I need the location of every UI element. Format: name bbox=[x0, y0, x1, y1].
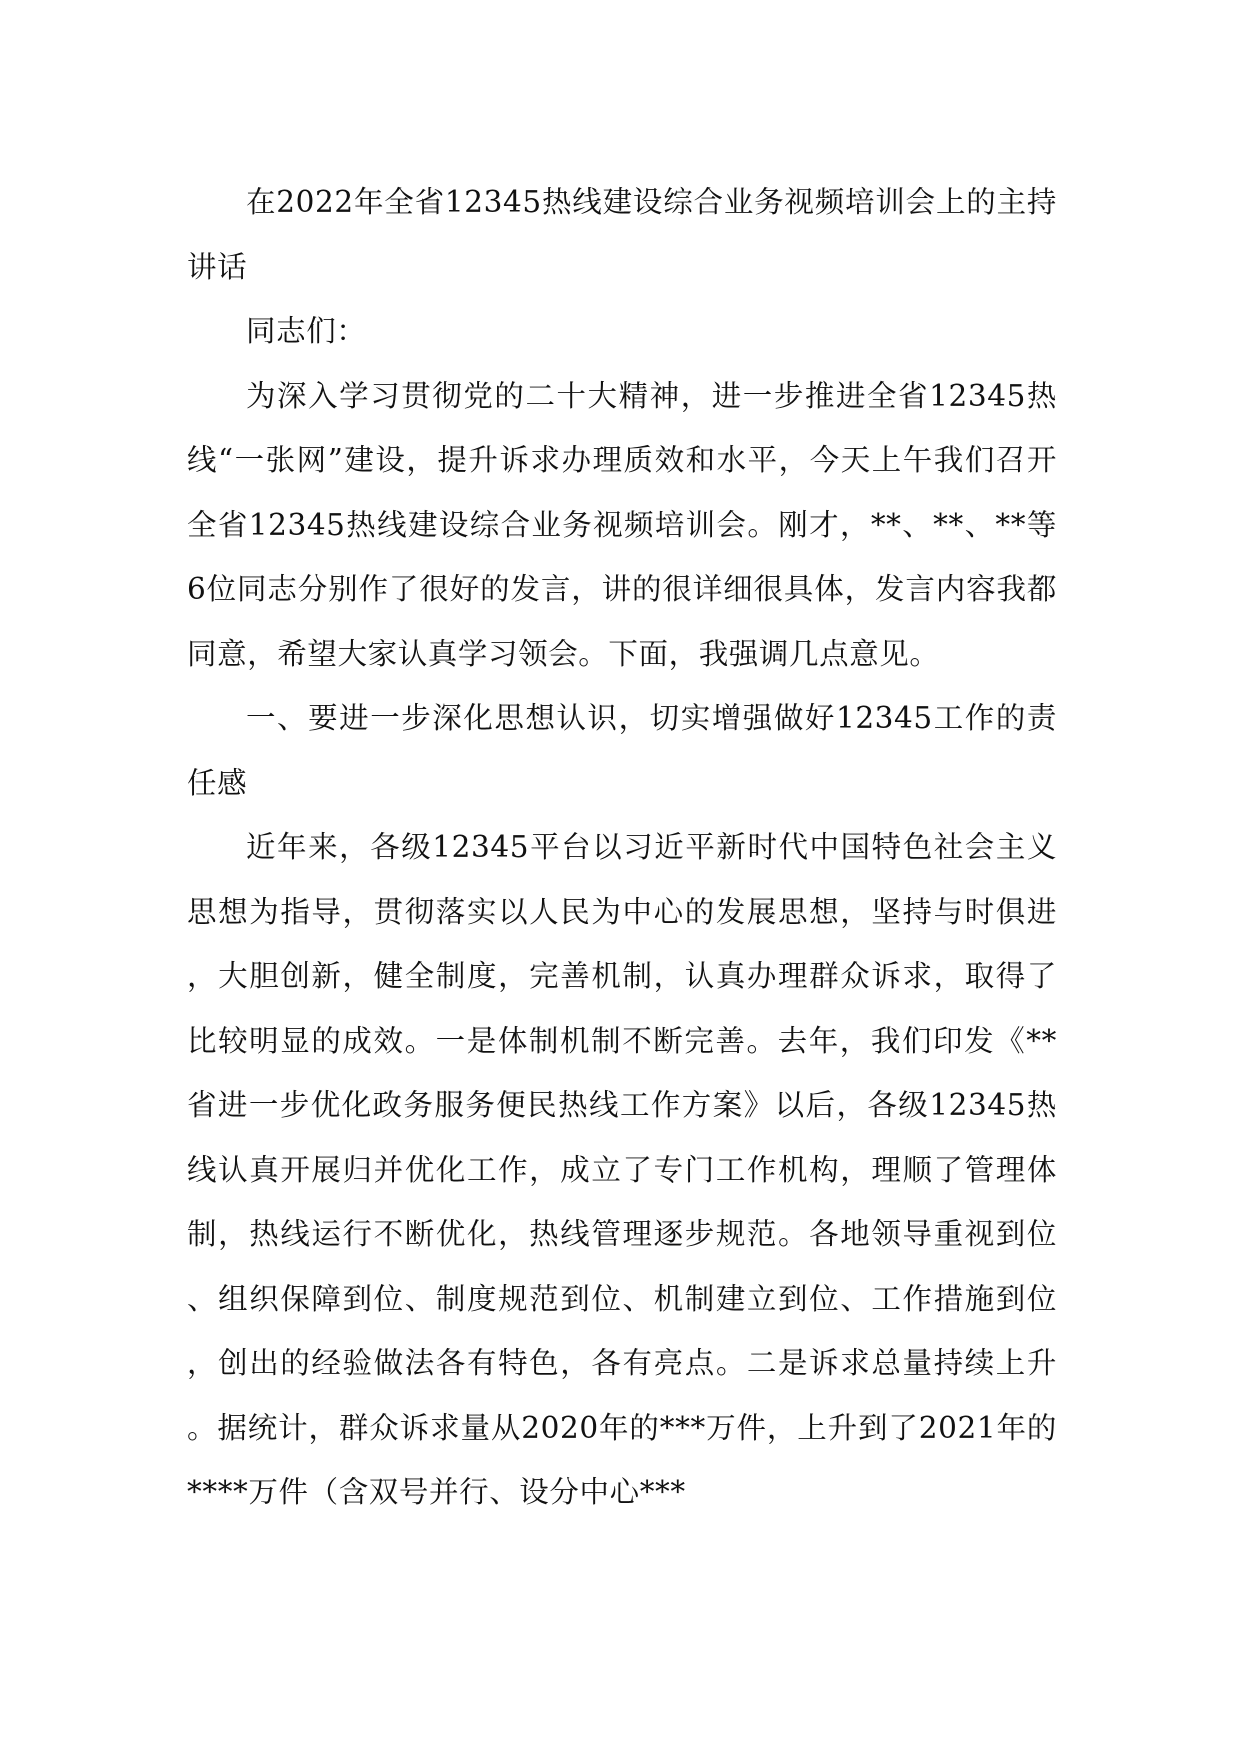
section-heading-1: 一、要进一步深化思想认识，切实增强做好12345工作的责任感 bbox=[187, 701, 1057, 800]
salutation: 同志们： bbox=[246, 314, 367, 348]
document-title: 在2022年全省12345热线建设综合业务视频培训会上的主持讲话 bbox=[187, 185, 1057, 284]
document-page bbox=[187, 170, 1057, 1525]
body-paragraph-achievements: 近年来，各级12345平台以习近平新时代中国特色社会主义思想为指导，贯彻落实以人民为中心的发展思想，坚持与时俱进，大胆创新，健全制度，完善机制，认真办理群众诉求，取得了比较明显的成效。一是体制机制不断完善。去年，我们印发《**省进一步优化政务服务便民热线工作方案》以后，各级12345热线认真开展归并优化工作，成立了专门工作机构，理顺了管理体制，热线运行不断优化，热线管理逐步规范。各地领导重视到位、组织保障到位、制度规范到位、机制建立到位、工作措施到位，创出的经验做法各有特色，各有亮点。二是诉求总量持续上升。据统计，群众诉求量从2020年的***万件，上升到了2021年的****万件（含双号并行、设分中心*** bbox=[187, 830, 1057, 1509]
body-paragraph-intro: 为深入学习贯彻党的二十大精神，进一步推进全省12345热线“一张网”建设，提升诉求办理质效和水平，今天上午我们召开全省12345热线建设综合业务视频培训会。刚才，**、**、**等6位同志分别作了很好的发言，讲的很详细很具体，发言内容我都同意，希望大家认真学习领会。下面，我强调几点意见。 bbox=[187, 378, 1057, 671]
